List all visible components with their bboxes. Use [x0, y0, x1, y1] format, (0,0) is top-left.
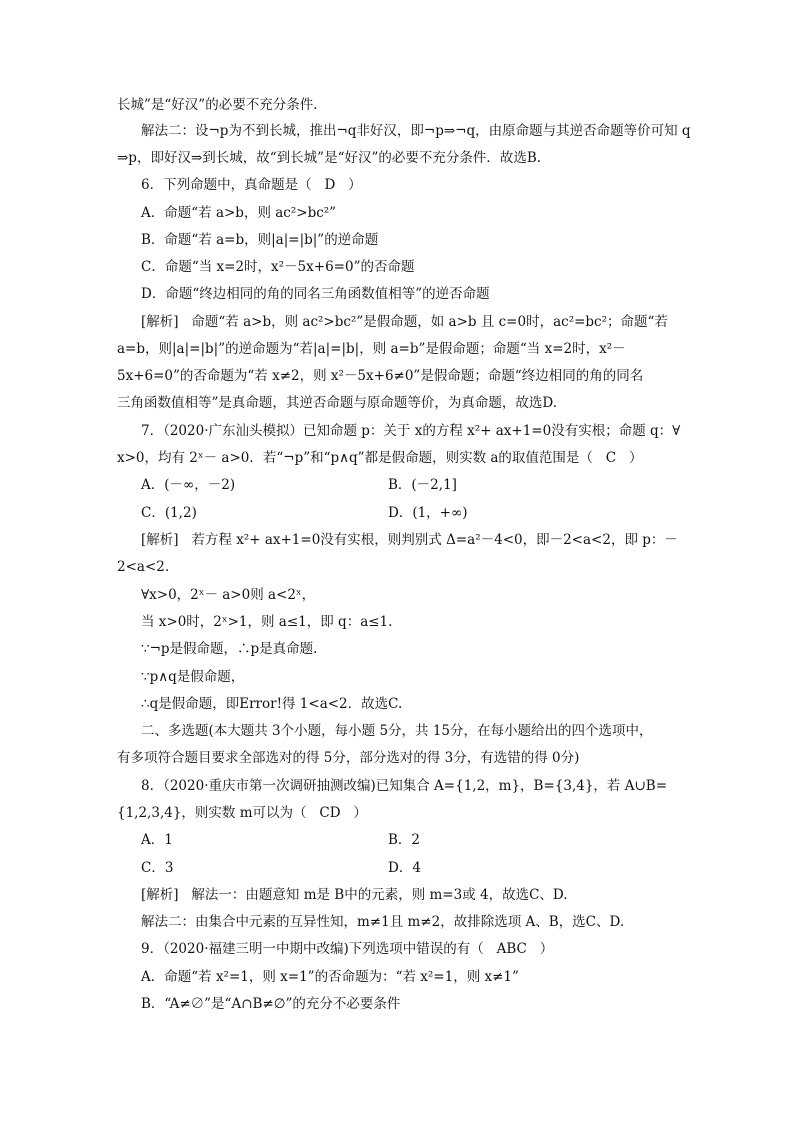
analysis-text: ∵p∧q是假命题， — [141, 669, 245, 685]
analysis-text: 当 x>0时，2ˣ>1，则 a≤1，即 q：a≤1. — [141, 614, 393, 630]
section-heading: 二、多选题(本大题共 3个小题，每小题 5分，共 15分，在每小题给出的四个选项中， — [141, 723, 653, 739]
analysis-text: ∴q是假命题，即Error!得 1<a<2．故选C. — [141, 696, 403, 712]
option-b: B．“A≠∅”是“A∩B≠∅”的充分不必要条件 — [141, 996, 401, 1012]
option-a: A．(－∞，－2) — [141, 477, 236, 493]
question-6-stem: 6．下列命题中，真命题是（ D ） — [141, 177, 362, 193]
analysis-text: [解析] 命题“若 a>b，则 ac²>bc²”是假命题，如 a>b 且 c=0时，ac²=bc²；命题“若 — [141, 314, 668, 330]
option-a: A．命题“若 x²=1，则 x=1”的否命题为：“若 x²=1，则 x≠1” — [141, 969, 519, 985]
question-8-stem: {1,2,3,4}，则实数 m可以为（ CD ） — [117, 805, 367, 821]
analysis-text: [解析] 解法一：由题意知 m是 B中的元素，则 m=3或 4，故选C、D. — [141, 887, 568, 903]
text-line: 长城”是“好汉”的必要不充分条件． — [117, 97, 327, 113]
option-c: C．(1,2) — [141, 505, 197, 521]
question-8-stem: 8．（2020·重庆市第一次调研抽测改编)已知集合 A={1,2，m}，B={3,4}，若 A∪B= — [141, 778, 668, 794]
section-heading: 有多项符合题目要求全部选对的得 5分，部分选对的得 3分，有选错的得 0分) — [117, 750, 580, 766]
option-a: A．命题“若 a>b，则 ac²>bc²” — [141, 205, 337, 221]
option-d: D．命题“终边相同的角的同名三角函数值相等”的逆否命题 — [141, 286, 490, 302]
analysis-text: 5x+6=0”的否命题为“若 x≠2，则 x²－5x+6≠0”是假命题；命题“终边相同的角的同名 — [117, 368, 644, 384]
option-c: C．命题“当 x=2时，x²－5x+6=0”的否命题 — [141, 259, 415, 275]
text-line: ⇒p，即好汉⇒到长城，故“到长城”是“好汉”的必要不充分条件．故选B. — [117, 150, 542, 166]
option-b: B．命题“若 a=b，则|a|=|b|”的逆命题 — [141, 232, 379, 248]
analysis-text: ∵¬p是假命题，∴p是真命题. — [141, 641, 318, 657]
analysis-text: 解法二：由集合中元素的互异性知，m≠1且 m≠2，故排除选项 A、B，选C、D. — [141, 914, 625, 930]
option-a: A．1 — [141, 832, 173, 848]
option-d: D．(1，+∞) — [388, 505, 468, 521]
analysis-text: [解析] 若方程 x²+ ax+1=0没有实根，则判别式 Δ=a²－4<0，即－2<a<2，即 p：－ — [141, 532, 678, 548]
analysis-text: 2<a<2. — [117, 559, 170, 575]
question-7-stem: x>0，均有 2ˣ－ a>0．若“¬p”和“p∧q”都是假命题，则实数 a的取值范围是（ C ） — [117, 450, 643, 466]
option-b: B．(－2,1] — [388, 477, 457, 493]
text-line: 解法二：设¬p为不到长城，推出¬q非好汉，即¬p⇒¬q，由原命题与其逆否命题等价可知 q — [141, 123, 691, 139]
question-7-stem: 7．（2020·广东汕头模拟）已知命题 p：关于 x的方程 x²+ ax+1=0没有实根；命题 q：∀ — [141, 423, 681, 439]
option-c: C．3 — [141, 860, 174, 876]
analysis-text: 三角函数值相等”是真命题，其逆否命题与原命题等价，为真命题，故选D. — [117, 395, 558, 411]
option-b: B．2 — [388, 832, 421, 848]
question-9-stem: 9．（2020·福建三明一中期中改编)下列选项中错误的有（ ABC ） — [141, 941, 554, 957]
analysis-text: a=b，则|a|=|b|”的逆命题为“若|a|=|b|，则 a=b”是假命题；命题“当 x=2时，x²－ — [117, 341, 626, 357]
option-d: D．4 — [388, 860, 421, 876]
analysis-text: ∀x>0，2ˣ－ a>0则 a<2ˣ， — [141, 587, 316, 603]
